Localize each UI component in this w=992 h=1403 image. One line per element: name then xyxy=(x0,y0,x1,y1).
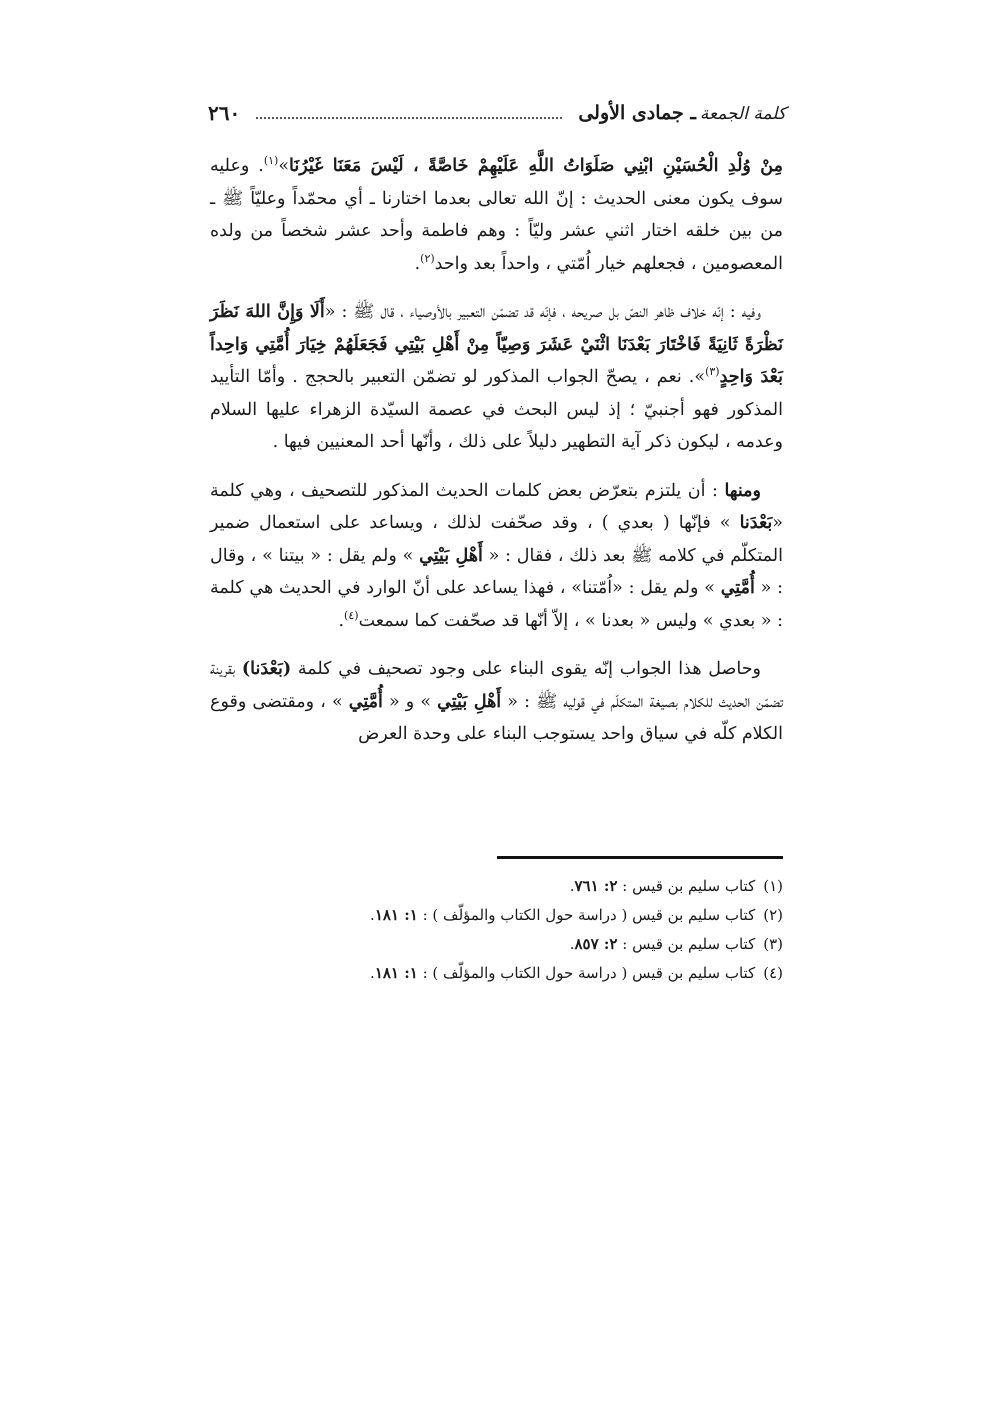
footnote-ref: (١) xyxy=(263,154,279,168)
footnote-end: . xyxy=(370,964,375,982)
paragraph-text: » ، ومقتضى وقوع الكلام كلّه في سياق واحد يستوجب البناء على وحدة العرض xyxy=(210,691,783,744)
book-logo: كلمة الجمعة xyxy=(699,104,786,124)
main-text xyxy=(210,150,783,767)
paragraph-end: . xyxy=(414,253,421,274)
footnote-number: (٢) xyxy=(763,906,783,924)
footnote-citation: ٢: ٨٥٧ xyxy=(574,935,618,953)
paragraph-text: ». نعم ، يصحّ الجواب المذكور لو تضمّن التعبير بالحجج . وأمّا التأييد المذكور فهو أجنبيّ ؛ إذ ليس البحث في عصمة السيّدة الزهراء عليها السلام وعدمه ، ليكون ذكر آية التطهير دليلاً على ذلك ، وأنّها أحد المعنيين فيها . xyxy=(210,367,783,452)
footnote-text: كتاب سليم بن قيس ( دراسة حول الكتاب والمؤلّف ) : xyxy=(422,964,756,982)
footnote-text: كتاب سليم بن قيس ( دراسة حول الكتاب والمؤلّف ) : xyxy=(422,906,756,924)
footnote-citation: ١: ١٨١ xyxy=(374,906,418,924)
paragraph-text: : أن يلتزم بتعرّض بعض كلمات الحديث المذكور للتصحيف ، وهي كلمة « xyxy=(210,480,783,533)
quoted-word: (بَعْدَنا) xyxy=(241,659,292,679)
paragraph-text: بقرينة تضمّن الحديث للكلام بصيغة المتكلّم في قوليه ﷺ : « xyxy=(210,659,784,712)
footnote-citation: ١: ١٨١ xyxy=(374,964,418,982)
quoted-word: أَهْلِ بَيْتِي xyxy=(419,545,483,566)
quoted-word: أَهْلِ بَيْتِي xyxy=(437,691,502,712)
header-section: ـ جمادى الأولى xyxy=(578,102,696,124)
quoted-word: أُمَّتِي xyxy=(720,578,755,598)
footnote xyxy=(300,959,783,988)
quoted-word: بَعْدَنا xyxy=(739,513,773,533)
paragraph-text: » ولم يقل : «اُمّتنا» ، فهذا يساعد على أنّ الوارد في الحديث هي كلمة : « بعدي » وليس « بعدنا » ، إلاّ أنّها قد صحّفت كما سمعت xyxy=(210,578,783,631)
page-number: ٢٦٠ xyxy=(208,101,241,125)
footnote-text: كتاب سليم بن قيس : xyxy=(622,935,756,953)
paragraph-end: . xyxy=(338,610,345,631)
paragraph-3 xyxy=(210,475,783,638)
footnote-number: (٣) xyxy=(763,935,783,953)
header-dot-leader xyxy=(256,107,562,119)
footnote-number: (٤) xyxy=(763,964,783,982)
paragraph-1: مِنْ وُلْدِ الْحُسَيْنِ ابْنِي صَلَوَاتُ اللَّهِ عَلَيْهِمْ خَاصَّةً ، لَيْسَ مَعَنَا غَيْرُنَا»$^{(١)}$. وعليه سوف يكون معنى الحديث : إنّ الله تعالى بعدما اختارنا ـ أي محمّداً وعليّاً ﷺ ـ من بين خلقه اختار اثني عشر وليّاً : وهم فاطمة وأحد عشر شخصاً من ولده المعصومين ، فجعلهم خيار اُمّتي ، واحداً بعد واحد$^{(٢)}$. xyxy=(210,154,783,274)
footnote xyxy=(300,872,783,901)
footnotes xyxy=(300,872,783,988)
running-header xyxy=(208,96,786,130)
footnote-separator xyxy=(497,856,783,859)
footnote-end: . xyxy=(569,877,575,895)
footnote xyxy=(300,901,783,930)
footnote-ref: (٤) xyxy=(344,608,359,622)
footnote-ref: (٢) xyxy=(420,251,435,265)
quote: مِنْ وُلْدِ الْحُسَيْنِ ابْنِي صَلَوَاتُ اللَّهِ عَلَيْهِمْ خَاصَّةً ، لَيْسَ مَعَنَا غَيْرُنَا xyxy=(289,156,783,176)
paragraph-text: وحاصل هذا الجواب إنّه يقوى البناء على وجود تصحيف في كلمة xyxy=(297,659,761,679)
paragraph-text: » و « xyxy=(389,691,432,712)
paragraph-text: وفيه : إنّه خلاف ظاهر النصّ بل صريحه ، فإنّه قد تضمّن التعبير بالأوصياء ، قال ﷺ : « xyxy=(324,302,761,322)
paragraph-4 xyxy=(210,653,783,751)
footnote-ref: (٣) xyxy=(705,365,720,379)
paragraph-text: . وعليه سوف يكون معنى الحديث : إنّ الله تعالى بعدما اختارنا ـ أي محمّداً وعليّاً ﷺ ـ من بين خلقه اختار اثني عشر وليّاً : وهم فاطمة وأحد عشر شخصاً من ولده المعصومين ، فجعلهم خيار اُمّتي ، واحداً بعد واحد xyxy=(210,156,783,274)
quoted-word: أُمَّتِي xyxy=(348,691,383,712)
footnote-end: . xyxy=(569,935,575,953)
footnote-text: كتاب سليم بن قيس : xyxy=(622,877,756,895)
paragraph-2 xyxy=(210,296,783,459)
quote: أَلَا وَإِنَّ اللهَ نَظَرَ نَظْرَةً ثَانِيَةً فَاخْتَارَ بَعْدَنَا اثْنَيْ عَشَرَ وَصِيّاً مِنْ أَهْلِ بَيْتِي فَجَعَلَهُمْ خِيَارَ أُمَّتِي وَاحِداً بَعْدَ وَاحِدٍ xyxy=(210,302,783,387)
lead-word: ومنها xyxy=(724,480,761,501)
header-title xyxy=(578,102,786,124)
paragraph-text: » فإنّها ( بعدي ) ، وقد صحّفت لذلك ، ويساعد على استعمال ضمير المتكلّم في كلامه ﷺ بعد ذلك ، فقال : « xyxy=(210,513,783,566)
footnote-number: (١) xyxy=(763,877,783,895)
footnote-end: . xyxy=(370,906,375,924)
paragraph-text: » ولم يقل : « بيتنا » ، وقال : « xyxy=(210,545,783,598)
footnote xyxy=(300,930,783,959)
footnote-citation: ٢: ٧٦١ xyxy=(574,877,618,895)
